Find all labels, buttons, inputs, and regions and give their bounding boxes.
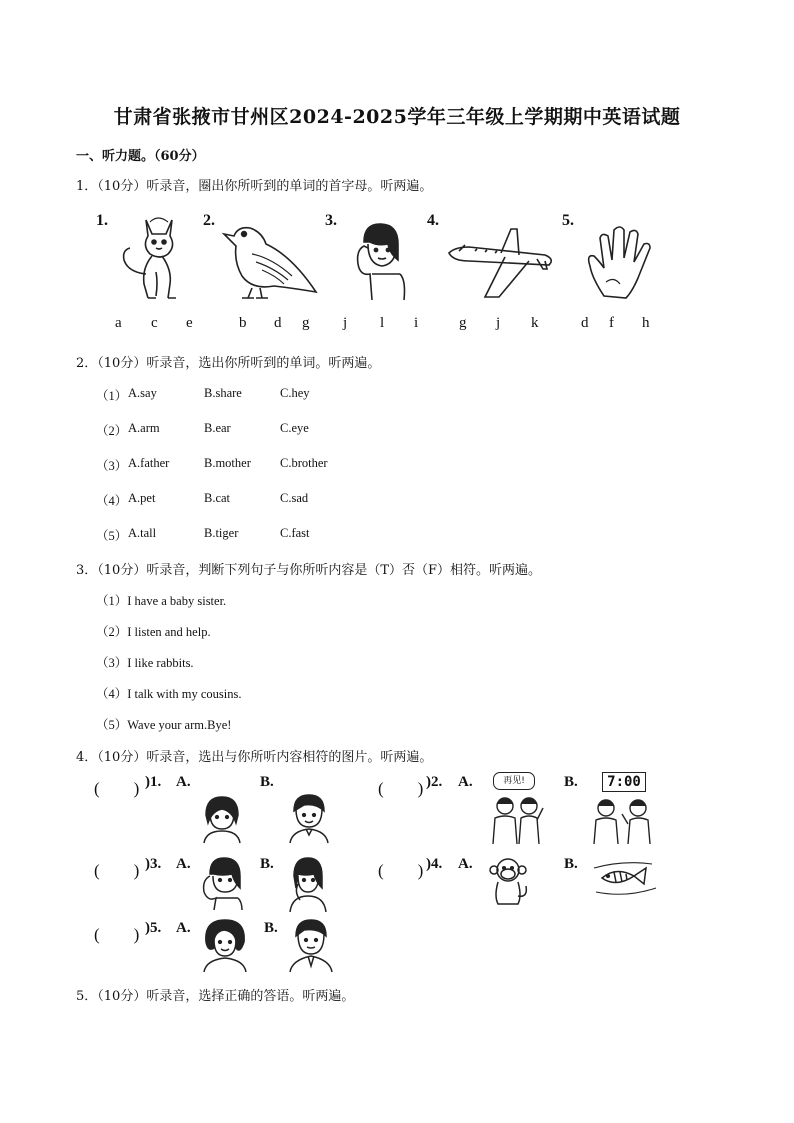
answer-blank[interactable]: ( ) [378,861,424,880]
man-icon [288,918,334,972]
question-5-text: 5．（10分）听录音，选择正确的答语。听两遍。 [76,989,355,1004]
girl-waving-icon [286,856,330,912]
q3-sentence: （1）I have a baby sister. [96,594,227,608]
q4-option-a-label[interactable]: A. [176,920,191,936]
girl-touching-ear-icon [200,856,246,910]
q4-item-number: )5. [145,920,162,936]
q2-option-a[interactable]: A.arm [128,421,160,435]
q3-sentence: （3）I like rabbits. [96,656,194,670]
q2-item-number: （3） [96,459,128,473]
letter-option[interactable]: g [459,315,467,331]
question-1-text: 1．（10分）听录音，圈出你所听到的单词的首字母。听两遍。 [76,179,433,194]
kids-at-seven-icon [592,772,656,846]
q4-option-b-label[interactable]: B. [260,774,274,790]
q2-option-c[interactable]: C.fast [280,526,310,540]
kids-saying-goodbye-icon [491,772,541,846]
girl-touching-ear-icon [350,220,410,302]
speech-bubble: 再见! [493,772,535,790]
q2-item-number: （4） [96,494,128,508]
q2-option-b[interactable]: B.share [204,386,242,400]
bird-icon [222,218,322,303]
q4-option-b-label[interactable]: B. [564,774,578,790]
boy-icon [286,793,332,843]
answer-blank[interactable]: ( ) [94,779,140,798]
cat-icon [118,212,198,302]
letter-option[interactable]: i [414,315,419,331]
letter-option[interactable]: h [642,315,650,331]
q2-option-c[interactable]: C.sad [280,491,309,505]
q4-option-a-label[interactable]: A. [458,774,473,790]
letter-option[interactable]: a [115,315,122,331]
q4-item-number: )2. [426,774,443,790]
clock-display: 7:00 [602,772,646,792]
q2-option-b[interactable]: B.ear [204,421,231,435]
q4-item-number: )4. [426,856,443,872]
q2-item-number: （2） [96,424,128,438]
q2-option-b[interactable]: B.cat [204,491,231,505]
girl-icon [200,795,244,843]
q2-option-a[interactable]: A.pet [128,491,156,505]
q1-picture-2-number: 2. [203,212,215,229]
q1-picture-4-number: 4. [427,212,439,229]
letter-option[interactable]: k [531,315,539,331]
q2-item-number: （1） [96,389,128,403]
question-4-text: 4．（10分）听录音，选出与你所听内容相符的图片。听两遍。 [76,750,433,765]
q2-option-a[interactable]: A.tall [128,526,157,540]
question-2-text: 2．（10分）听录音，选出你所听到的单词。听两遍。 [76,356,381,371]
q2-option-b[interactable]: B.mother [204,456,251,470]
letter-option[interactable]: f [609,315,614,331]
q2-item-number: （5） [96,529,128,543]
q1-picture-1-number: 1. [96,212,108,229]
page-title: 甘肃省张掖市甘州区2024-2025学年三年级上学期期中英语试题 [113,106,681,128]
q3-sentence: （2）I listen and help. [96,625,211,639]
q4-item-number: )3. [145,856,162,872]
woman-icon [200,918,250,972]
question-3-text: 3．（10分）听录音，判断下列句子与你所听内容是（T）否（F）相符。听两遍。 [76,563,542,578]
q1-picture-5-number: 5. [562,212,574,229]
hand-icon [580,222,660,302]
answer-blank[interactable]: ( ) [94,861,140,880]
q2-option-b[interactable]: B.tiger [204,526,239,540]
q2-option-c[interactable]: C.hey [280,386,310,400]
q4-option-b-label[interactable]: B. [564,856,578,872]
q4-option-b-label[interactable]: B. [264,920,278,936]
letter-option[interactable]: b [239,315,247,331]
q4-option-a-label[interactable]: A. [176,774,191,790]
letter-option[interactable]: e [186,315,193,331]
letter-option[interactable]: d [274,315,282,331]
monkey-icon [488,856,532,906]
section-heading: 一、听力题。（60分） [76,149,205,164]
q1-picture-3-number: 3. [325,212,337,229]
q2-option-c[interactable]: C.eye [280,421,309,435]
q2-option-a[interactable]: A.father [128,456,170,470]
letter-option[interactable]: c [151,315,158,331]
answer-blank[interactable]: ( ) [94,925,140,944]
letter-option[interactable]: d [581,315,589,331]
q2-option-c[interactable]: C.brother [280,456,328,470]
answer-blank[interactable]: ( ) [378,779,424,798]
q3-sentence: （5）Wave your arm.Bye! [96,718,232,732]
letter-option[interactable]: j [343,315,348,331]
letter-option[interactable]: j [496,315,501,331]
q4-item-number: )1. [145,774,162,790]
letter-option[interactable]: l [380,315,385,331]
letter-option[interactable]: g [302,315,310,331]
q4-option-b-label[interactable]: B. [260,856,274,872]
q2-option-a[interactable]: A.say [128,386,157,400]
q4-option-a-label[interactable]: A. [176,856,191,872]
airplane-icon [445,225,557,301]
q3-sentence: （4）I talk with my cousins. [96,687,242,701]
q4-option-a-label[interactable]: A. [458,856,473,872]
fish-icon [592,858,658,898]
